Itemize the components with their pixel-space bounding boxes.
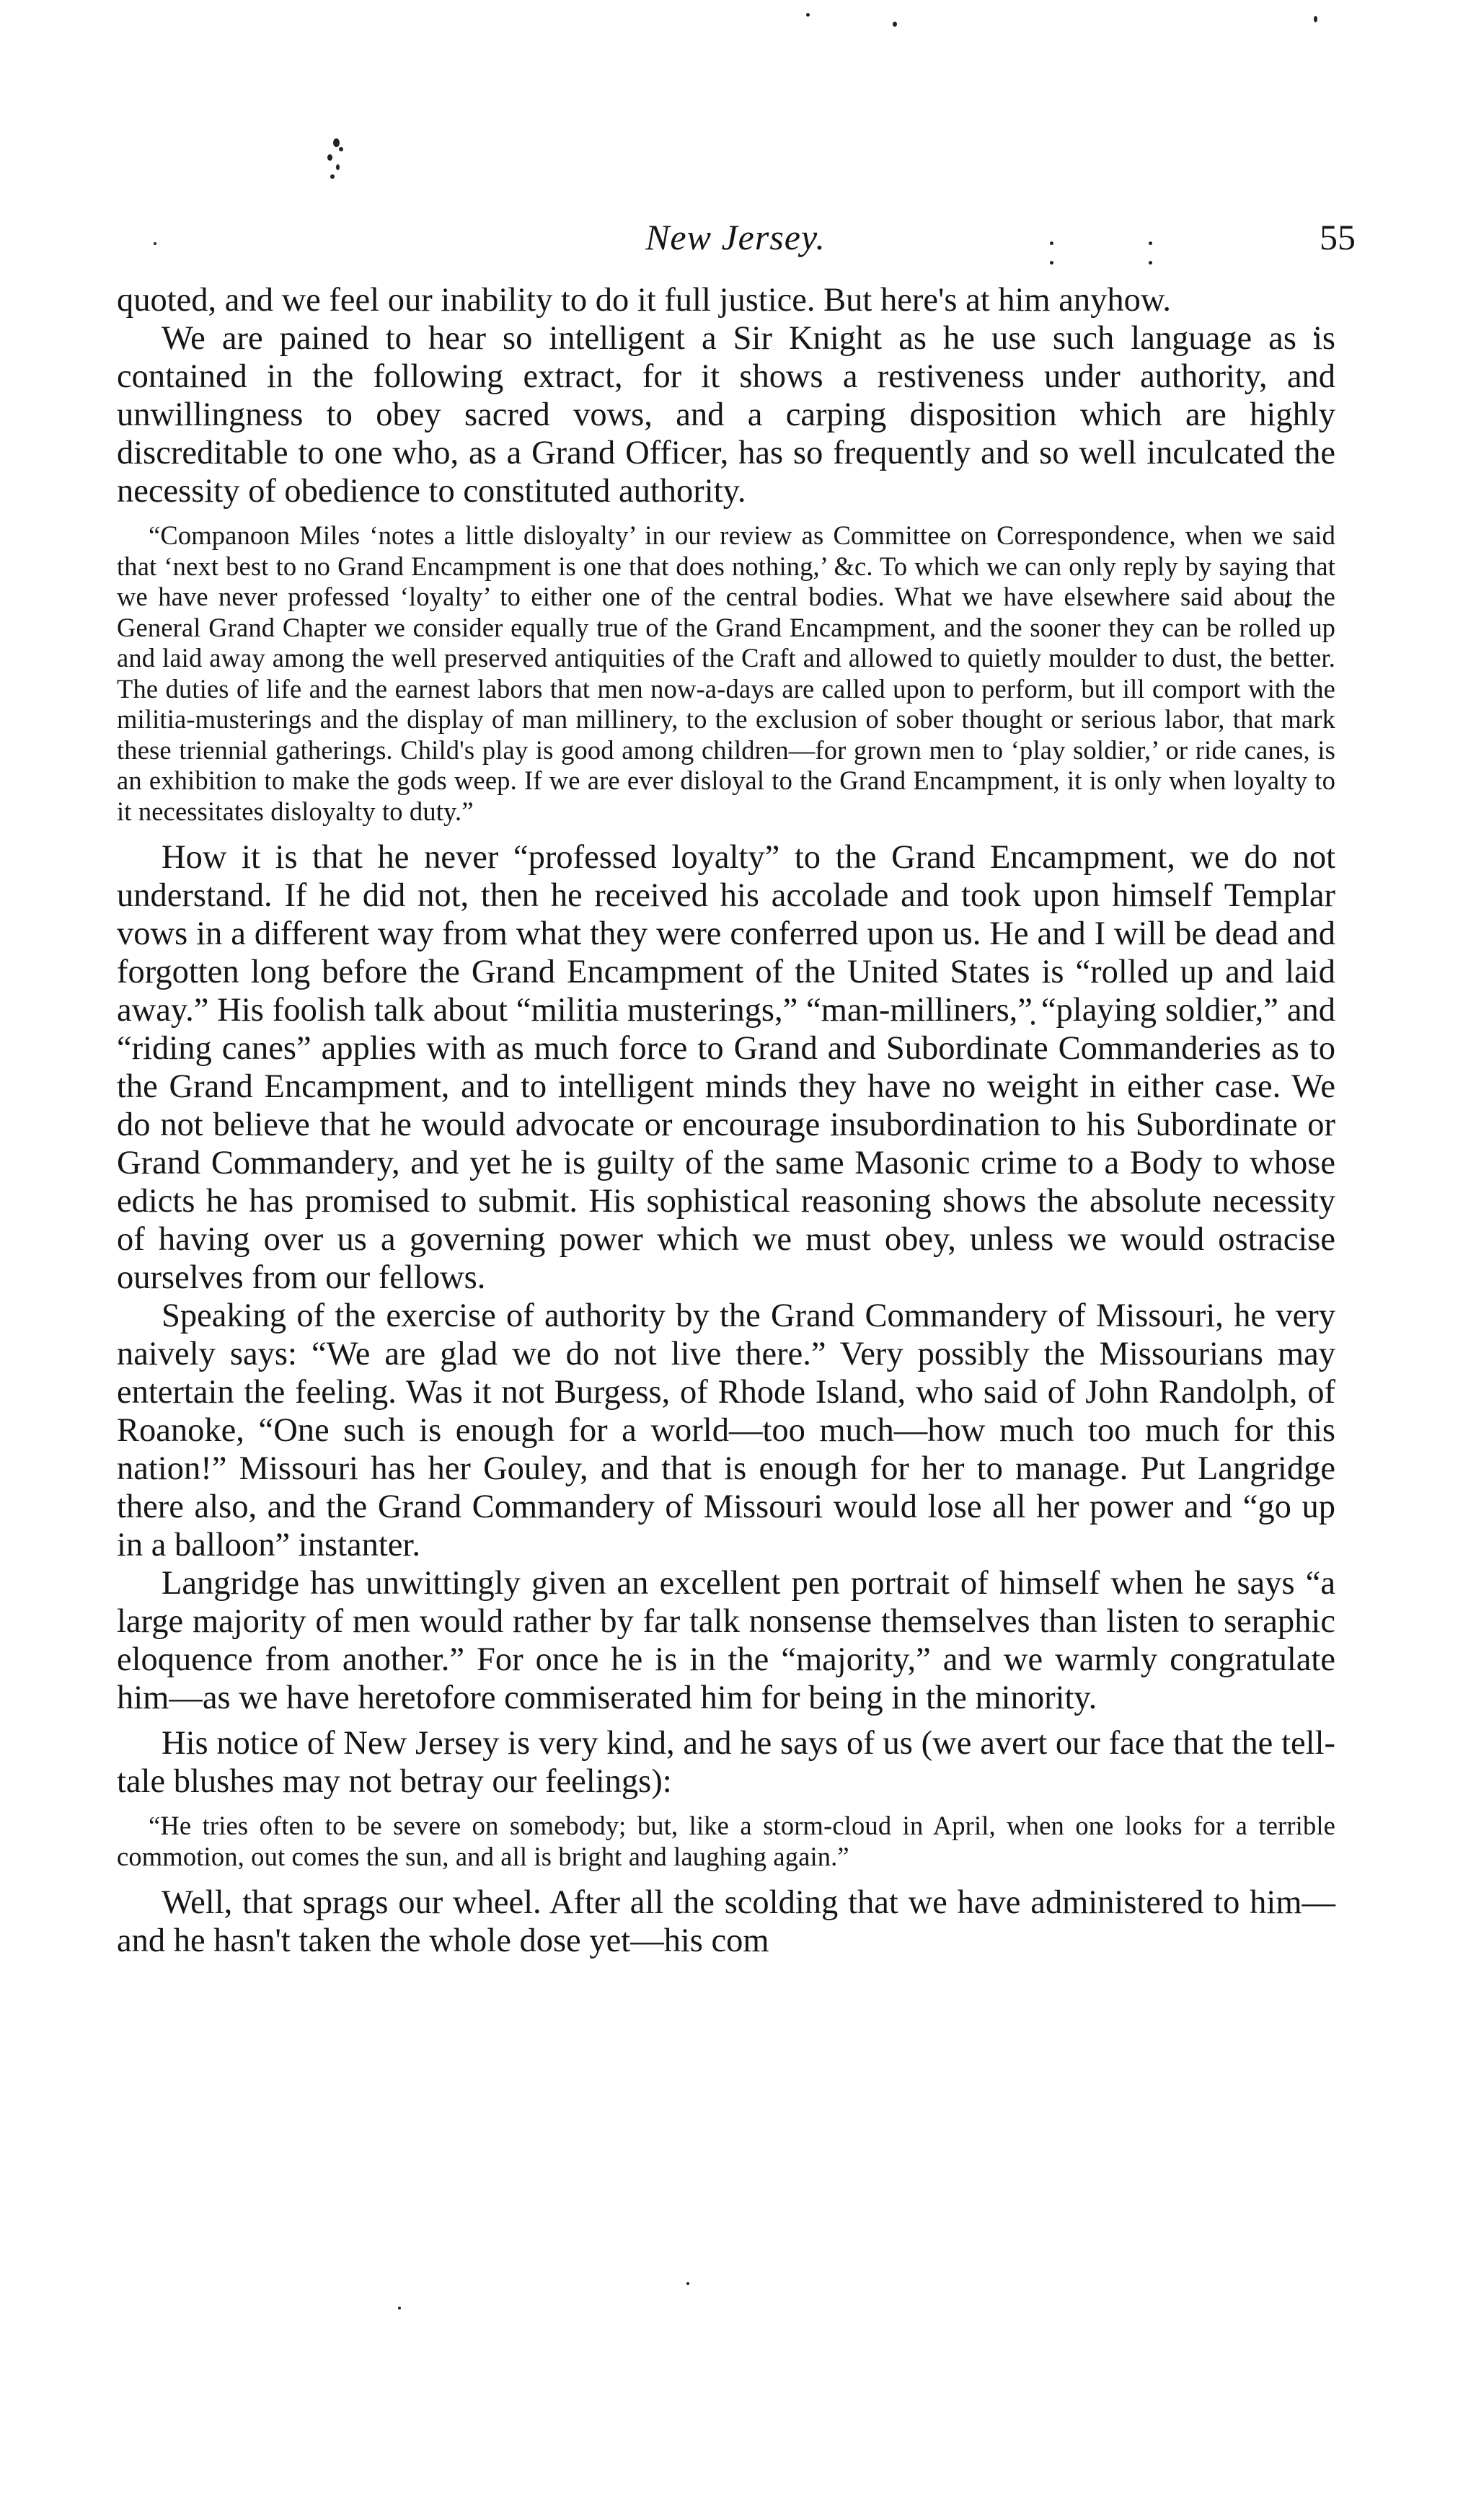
paragraph: Well, that sprags our wheel. After all the scolding that we have administered to him—and he hasn't taken the whole dose yet—his com [117, 1884, 1335, 1959]
paragraph: How it is that he never “professed loyalty” to the Grand Encampment, we do not understand. If he did not, then he received his accolade and took upon himself Templar vows in a different way from what they were conferred upon us. He and I will be dead and forgotten long before the Grand Encampment of the United States is “rolled up and laid away.” His foolish talk about “militia musterings,” “man-milliners,” “playing soldier,” and “riding canes” applies with as much force to Grand and Subordinate Commanderies as to the Grand Encampment, and to intelligent minds they have no weight in either case. We do not believe that he would advocate or encourage insubordination to his Subordinate or Grand Commandery, and yet he is guilty of the same Masonic crime to a Body to whose edicts he has promised to submit. His sophistical reasoning shows the absolute necessity of having over us a governing power which we must obey, unless we would ostracise ourselves from our fellows. [117, 839, 1335, 1296]
paragraph: We are pained to hear so intelligent a Sir Knight as he use such language as is contained in the following extract, for it shows a restiveness under authority, and unwillingness to obey sacred vows, and a carping disposition which are highly discreditable to one who, as a Grand Officer, has so frequently and so well inculcated the necessity of obedience to constituted authority. [117, 320, 1335, 510]
paragraph: Speaking of the exercise of authority by the Grand Commandery of Missouri, he very naively says: “We are glad we do not live there.” Very possibly the Missourians may entertain the feeling. Was it not Burgess, of Rhode Island, who said of John Randolph, of Roanoke, “One such is enough for a world—too much—how much too much for this nation!” Missouri has her Gouley, and that is enough for her to manage. Put Langridge there also, and the Grand Commandery of Missouri would lose all her power and “go up in a balloon” instanter. [117, 1297, 1335, 1563]
body-text [117, 281, 1335, 1960]
block-quote [117, 520, 1335, 827]
quote-text: “He tries often to be severe on somebody; but, like a storm-cloud in April, when one looks for a terrible commotion, out comes the sun, and all is bright and laughing again.” [117, 1811, 1335, 1871]
paragraph: His notice of New Jersey is very kind, and he says of us (we avert our face that the tell-tale blushes may not betray our feelings): [117, 1725, 1335, 1800]
paragraph-continuation: quoted, and we feel our inability to do it full justice. But here's at him anyhow. [117, 282, 1172, 319]
running-title: New Jersey. [645, 217, 826, 257]
page-number: 55 [1320, 217, 1356, 257]
paragraph: Langridge has unwittingly given an excellent pen portrait of himself when he says “a large majority of men would rather by far talk nonsense themselves than listen to seraphic eloquence from another.” For once he is in the “majority,” and we warmly congratulate him—as we have heretofore commiserated him for being in the minority. [117, 1565, 1335, 1716]
block-quote [117, 1811, 1335, 1872]
quote-text: “Companoon Miles ‘notes a little disloyalty’ in our review as Committee on Correspondence, when we said that ‘next best to no Grand Encampment is one that does nothing,’ &c. To which we can only reply by saying that we have never professed ‘loyalty’ to either one of the central bodies. What we have elsewhere said about the General Grand Chapter we consider equally true of the Grand Encampment, and the sooner they can be rolled up and laid away among the well preserved antiquities of the Craft and allowed to quietly moulder to dust, the better. The duties of life and the earnest labors that men now-a-days are called upon to perform, but ill comport with the militia-musterings and the display of man millinery, to the exclusion of sober thought or serious labor, that mark these triennial gatherings. Child's play is good among children—for grown men to ‘play soldier,’ or ride canes, is an exhibition to make the gods weep. If we are ever disloyal to the Grand Encampment, it is only when loyalty to it necessitates disloyalty to duty.” [117, 520, 1335, 826]
page-header [115, 216, 1356, 274]
